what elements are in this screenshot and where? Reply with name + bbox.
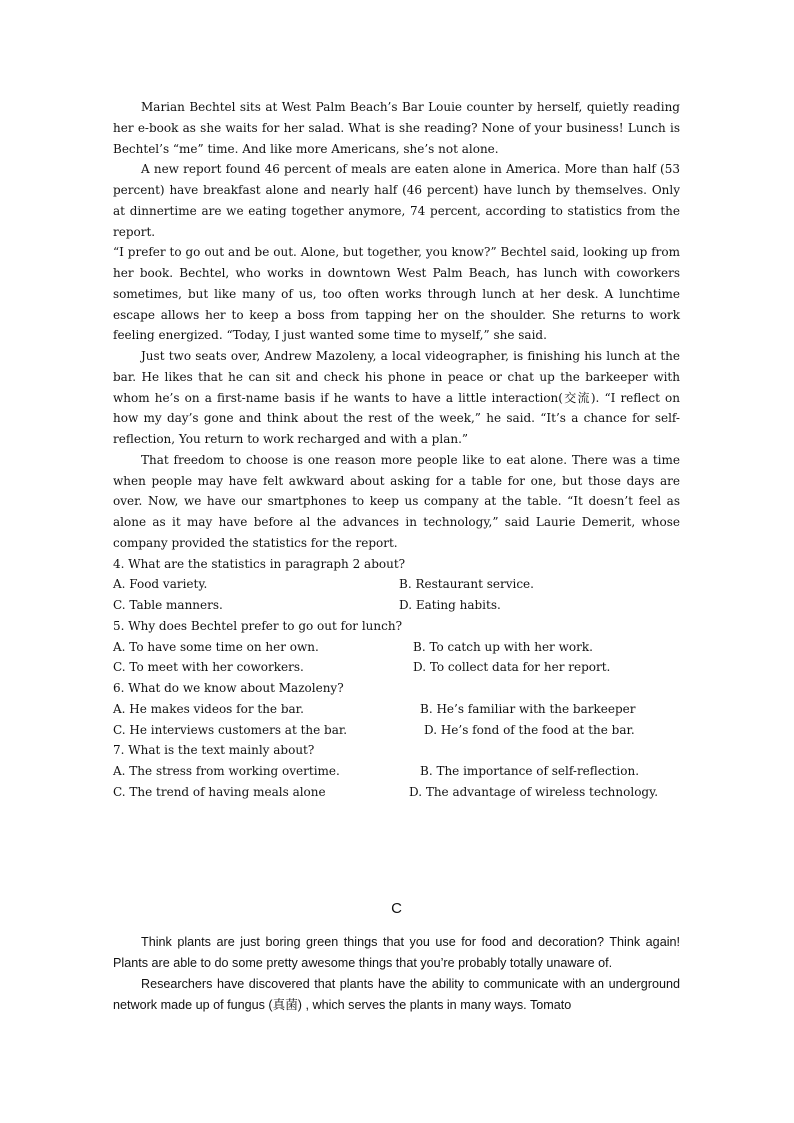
option-a: A. Food variety. [113,577,208,592]
question-stem: 7. What is the text mainly about? [113,743,315,758]
option-d: D. The advantage of wireless technology. [409,784,659,799]
section-heading: C [391,900,402,917]
question-stem: 6. What do we know about Mazoleny? [113,681,344,695]
question-4 [113,554,680,616]
c-paragraph-1: Think plants are just boring green things that you use for food and decoration? Think again! Plants are able to do some pretty awesome things that you’re probably totally unaware of. [113,935,680,970]
passage-c [113,898,680,1016]
option-b: B. The importance of self-reflection. [420,764,640,778]
option-b: B. Restaurant service. [399,577,534,592]
paragraph-4: Just two seats over, Andrew Mazoleny, a local videographer, is finishing his lunch at the bar. He likes that he can sit and check his phone in peace or chat up the barkeeper with whom he’s on a first-name basis if he wants to have a little interaction(交流). “I reflect on how my day’s gone and think about the rest of the week,” he said. “It’s a chance for self-reflection, You return to work recharged and with a plan.” [113,349,680,446]
option-c: C. Table manners. [113,598,223,612]
paragraph-3: “I prefer to go out and be out. Alone, but together, you know?” Bechtel said, looking up from her book. Bechtel, who works in downtown West Palm Beach, has lunch with coworkers sometimes, but like many of us, too often works through lunch at her desk. A lunchtime escape allows her to keep a boss from tapping her on the shoulder. She returns to work feeling energized. “Today, I just wanted some time to myself,” she said. [113,245,680,343]
question-stem: 5. Why does Bechtel prefer to go out for lunch? [113,618,403,633]
option-d: D. Eating habits. [399,598,501,612]
options-row [113,761,680,782]
question-5 [113,616,680,678]
option-a: A. To have some time on her own. [113,639,319,654]
options-row [113,637,680,658]
paragraph-5: That freedom to choose is one reason more people like to eat alone. There was a time when people may have felt awkward about asking for a table for one, but those days are over. Now, we have our smartphones to keep us company at the table. “It doesn’t feel as alone as it may have before al the advances in technology,” said Laurie Demerit, whose company provided the statistics for the report. [113,452,680,550]
option-d: D. He’s fond of the food at the bar. [424,722,635,737]
question-stem: 4. What are the statistics in paragraph 2 about? [113,556,406,571]
option-b: B. To catch up with her work. [413,639,593,654]
option-a: A. He makes videos for the bar. [113,701,304,716]
option-b: B. He’s familiar with the barkeeper [420,701,636,716]
option-c: C. He interviews customers at the bar. [113,722,348,737]
options-row [113,657,680,678]
options-row [113,574,680,595]
options-row [113,699,680,720]
options-row [113,782,680,803]
option-c: C. The trend of having meals alone [113,784,326,799]
options-row [113,720,680,741]
question-6 [113,678,680,740]
option-c: C. To meet with her coworkers. [113,660,304,675]
option-a: A. The stress from working overtime. [113,764,340,778]
c-paragraph-2: Researchers have discovered that plants have the ability to communicate with an underground network made up of fungus (真菌) , which serves the plants in many ways. Tomato [113,977,680,1012]
option-d: D. To collect data for her report. [413,660,611,675]
paragraph-2: A new report found 46 percent of meals are eaten alone in America. More than half (53 percent) have breakfast alone and nearly half (46 percent) have lunch by themselves. Only at dinnertime are we eating together anymore, 74 percent, according to statistics from the report. [113,162,680,239]
passage-b [113,97,680,803]
question-7 [113,740,680,802]
options-row [113,595,680,616]
paragraph-1: Marian Bechtel sits at West Palm Beach’s Bar Louie counter by herself, quietly reading her e-book as she waits for her salad. What is she reading? None of your business! Lunch is Bechtel’s “me” time. And like more Americans, she’s not alone. [113,100,680,156]
